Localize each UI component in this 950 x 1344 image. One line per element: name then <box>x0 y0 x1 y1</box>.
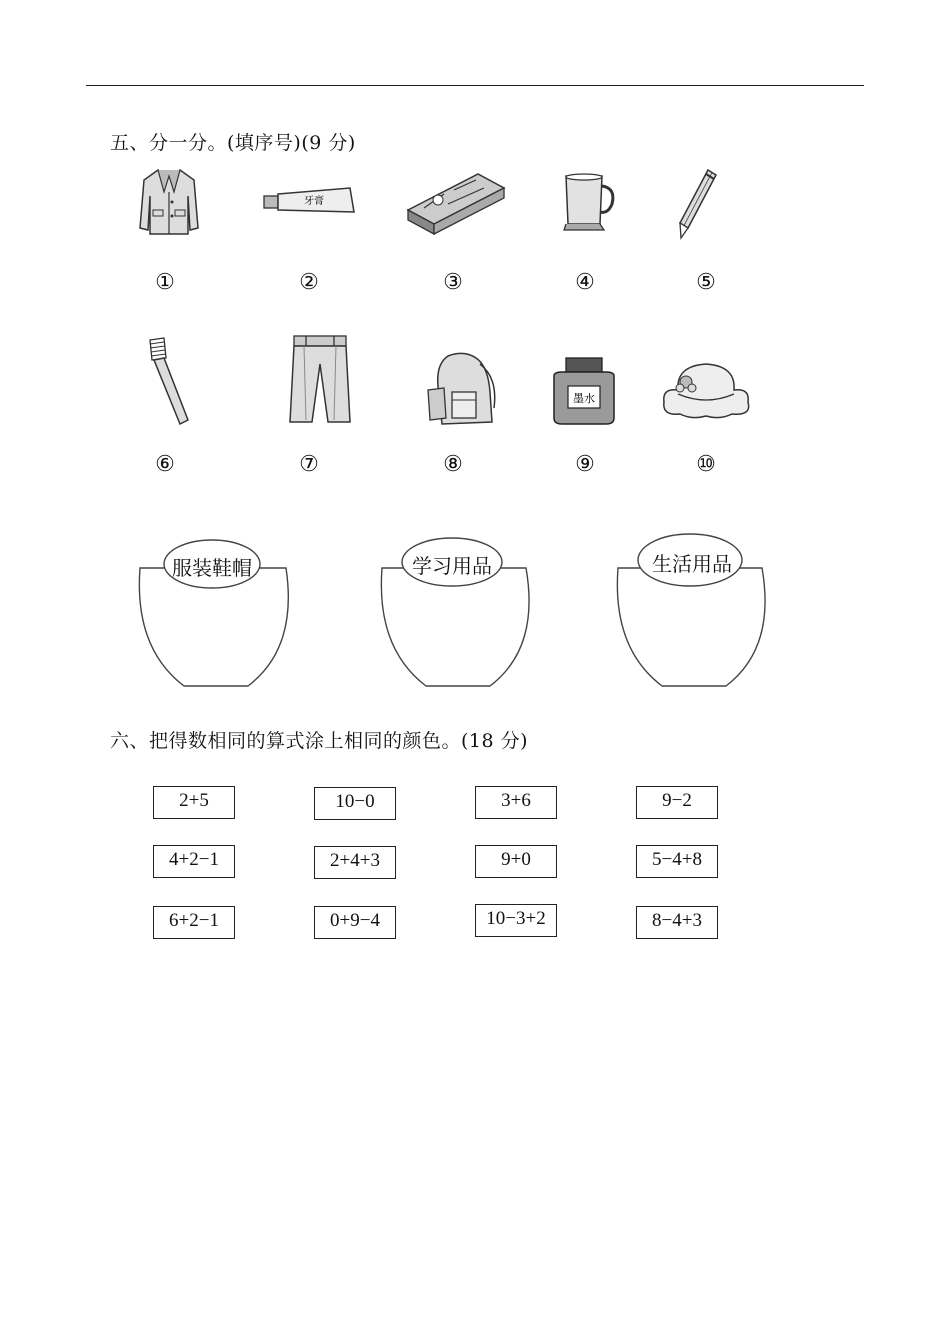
backpack-icon <box>424 352 498 434</box>
expression-box[interactable]: 2+5 <box>153 786 235 819</box>
item-number-2: ② <box>299 270 319 295</box>
toothpaste-label: 牙膏 <box>304 196 324 207</box>
basket-daily-necessities[interactable] <box>614 530 774 690</box>
item-number-10: ⑩ <box>696 452 716 477</box>
pencil-case-icon <box>404 164 508 242</box>
top-rule <box>86 85 864 86</box>
expression-box[interactable]: 9−2 <box>636 786 718 819</box>
item-number-8: ⑧ <box>443 452 463 477</box>
expression-box[interactable]: 2+4+3 <box>314 846 396 879</box>
expression-box[interactable]: 10−3+2 <box>475 904 557 937</box>
ink-bottle-label: 墨水 <box>573 392 595 405</box>
toothpaste-icon <box>262 186 358 224</box>
basket-label: 服装鞋帽 <box>172 556 252 580</box>
expression-box[interactable]: 4+2−1 <box>153 845 235 878</box>
expression-box[interactable]: 8−4+3 <box>636 906 718 939</box>
item-number-5: ⑤ <box>696 270 716 295</box>
basket-label: 学习用品 <box>412 554 492 578</box>
expression-box[interactable]: 10−0 <box>314 787 396 820</box>
jacket-icon <box>138 166 200 242</box>
ink-bottle-icon <box>548 356 620 430</box>
basket-label: 生活用品 <box>652 552 732 576</box>
toothbrush-icon <box>140 336 196 432</box>
item-number-1: ① <box>155 270 175 295</box>
expression-box[interactable]: 3+6 <box>475 786 557 819</box>
expression-box[interactable]: 6+2−1 <box>153 906 235 939</box>
section-6-title: 六、把得数相同的算式涂上相同的颜色。(18 分) <box>110 730 529 752</box>
item-number-3: ③ <box>443 270 463 295</box>
pencil-icon <box>676 166 720 244</box>
hat-icon <box>660 358 752 424</box>
basket-clothing[interactable] <box>136 530 296 690</box>
mug-icon <box>562 172 618 238</box>
expression-box[interactable]: 9+0 <box>475 845 557 878</box>
item-number-4: ④ <box>575 270 595 295</box>
item-number-6: ⑥ <box>155 452 175 477</box>
trousers-icon <box>286 334 354 430</box>
item-number-9: ⑨ <box>575 452 595 477</box>
expression-box[interactable]: 0+9−4 <box>314 906 396 939</box>
expression-box[interactable]: 5−4+8 <box>636 845 718 878</box>
basket-school-supplies[interactable] <box>378 530 538 690</box>
item-number-7: ⑦ <box>299 452 319 477</box>
section-5-title: 五、分一分。(填序号)(9 分) <box>110 132 356 154</box>
